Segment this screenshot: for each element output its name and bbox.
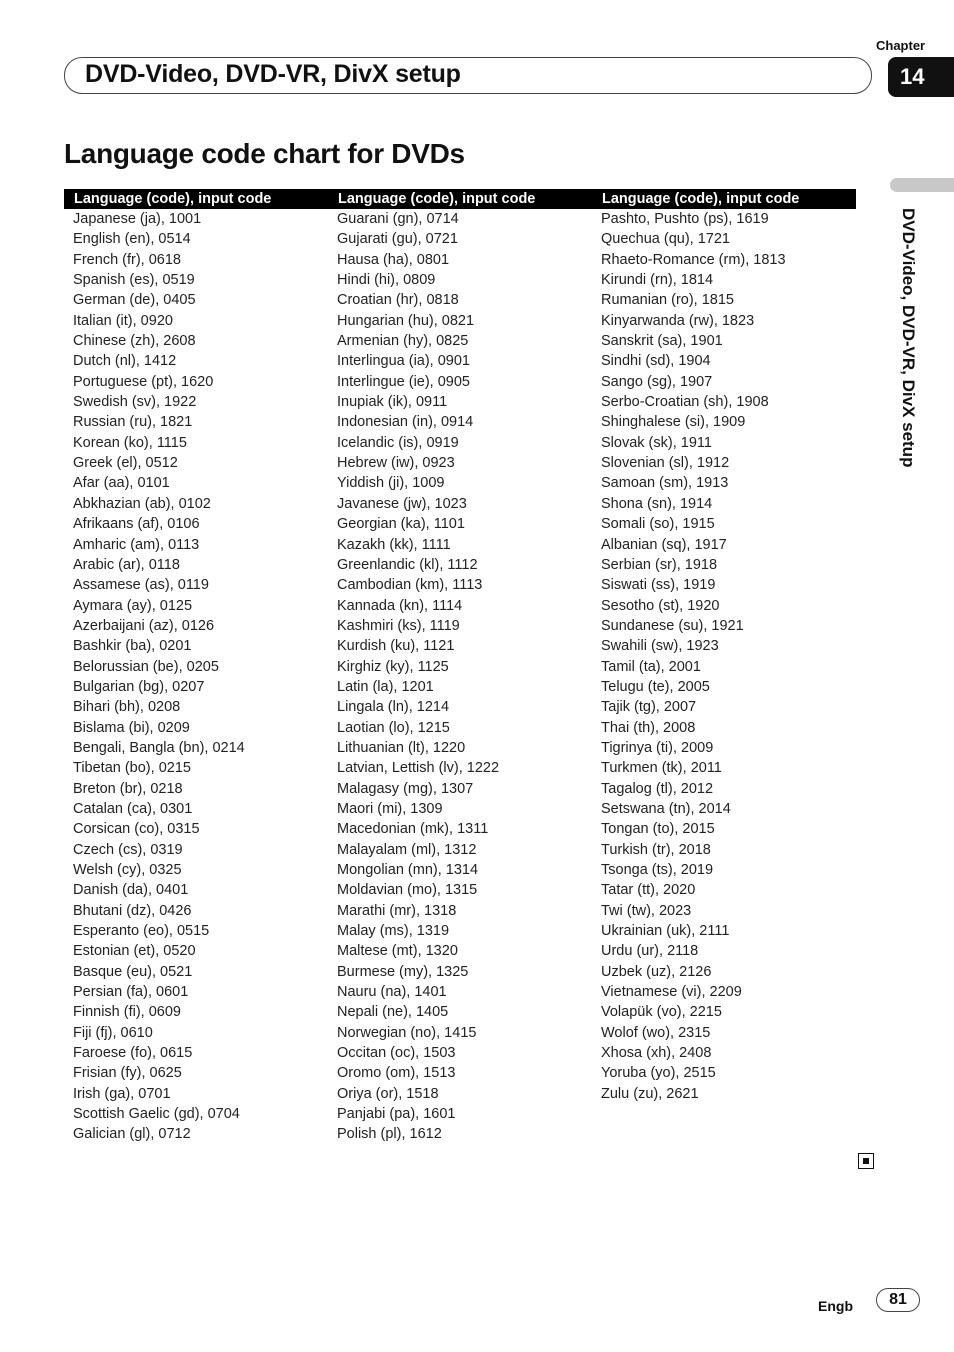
table-row: Basque (eu), 0521 [73,963,193,980]
table-row: Corsican (co), 0315 [73,821,200,838]
table-row: Twi (tw), 2023 [601,902,692,919]
table-row: Uzbek (uz), 2126 [601,963,712,980]
table-row: Urdu (ur), 2118 [601,943,699,960]
table-row: Kannada (kn), 1114 [337,597,463,614]
table-row: Polish (pl), 1612 [337,1126,442,1143]
table-row: Bashkir (ba), 0201 [73,638,192,655]
table-row: Shinghalese (si), 1909 [601,414,746,431]
table-row: Inupiak (ik), 0911 [337,394,448,411]
table-row: Yiddish (ji), 1009 [337,475,445,492]
side-tab-marker [890,178,954,192]
table-row: Malay (ms), 1319 [337,923,450,940]
table-row: Gujarati (gu), 0721 [337,231,458,248]
table-row: Bhutani (dz), 0426 [73,902,192,919]
table-row: Turkmen (tk), 2011 [601,760,722,777]
table-row: Abkhazian (ab), 0102 [73,495,211,512]
table-row: Guarani (gn), 0714 [337,211,459,227]
column-header: Language (code), input code [328,189,592,209]
page-number: 81 [876,1288,920,1312]
column-header: Language (code), input code [64,189,328,209]
table-row: Dutch (nl), 1412 [73,353,177,370]
table-row: Tongan (to), 2015 [601,821,715,838]
table-row: Marathi (mr), 1318 [337,902,457,919]
table-row: Korean (ko), 1115 [73,434,187,451]
table-row: Telugu (te), 2005 [601,678,710,695]
table-row: Faroese (fo), 0615 [73,1045,193,1062]
table-row: Sanskrit (sa), 1901 [601,333,723,350]
table-row: Maltese (mt), 1320 [337,943,458,960]
table-column-3 [592,189,856,1145]
table-row: Czech (cs), 0319 [73,841,183,858]
table-row: Burmese (my), 1325 [337,963,469,980]
table-row: French (fr), 0618 [73,251,181,268]
table-row: Sindhi (sd), 1904 [601,353,711,370]
table-row: Malagasy (mg), 1307 [337,780,474,797]
table-row: Lithuanian (lt), 1220 [337,739,466,756]
table-row: Kashmiri (ks), 1119 [337,617,460,634]
page-title: Language code chart for DVDs [64,138,465,169]
table-row: Assamese (as), 0119 [73,577,209,594]
table-row: Kazakh (kk), 1111 [337,536,451,553]
table-row: Pashto, Pushto (ps), 1619 [601,211,769,227]
table-row: Ukrainian (uk), 2111 [601,923,730,940]
chapter-label: Chapter [876,38,926,53]
table-row: Nepali (ne), 1405 [337,1004,449,1021]
table-row: Belorussian (be), 0205 [73,658,219,675]
table-row: Kinyarwanda (rw), 1823 [601,312,755,329]
table-row: Albanian (sq), 1917 [601,536,727,553]
table-row: Moldavian (mo), 1315 [337,882,478,899]
table-row: Samoan (sm), 1913 [601,475,729,492]
section-header [64,57,872,94]
table-column-1 [64,189,328,1145]
table-row: Maori (mi), 1309 [337,800,443,817]
language-label: Engb [818,1298,853,1314]
table-row: Frisian (fy), 0625 [73,1065,182,1082]
table-row: Volapük (vo), 2215 [601,1004,722,1021]
table-row: Macedonian (mk), 1311 [337,821,489,838]
table-row: Greek (el), 0512 [73,455,178,472]
table-row: Cambodian (km), 1113 [337,577,483,594]
table-row: Russian (ru), 1821 [73,414,193,431]
table-row: Xhosa (xh), 2408 [601,1045,712,1062]
table-row: Wolof (wo), 2315 [601,1024,711,1041]
table-row: Serbian (sr), 1918 [601,556,718,573]
table-row: Siswati (ss), 1919 [601,577,716,594]
table-row: Hebrew (iw), 0923 [337,455,455,472]
table-row: Tibetan (bo), 0215 [73,760,191,777]
table-row: Tatar (tt), 2020 [601,882,696,899]
table-row: Hungarian (hu), 0821 [337,312,475,329]
table-row: Interlingue (ie), 0905 [337,373,470,390]
table-row: Danish (da), 0401 [73,882,189,899]
table-row: Norwegian (no), 1415 [337,1024,477,1041]
table-row: Kurdish (ku), 1121 [337,638,455,655]
table-row: Hindi (hi), 0809 [337,272,436,289]
table-row: Occitan (oc), 1503 [337,1045,456,1062]
chapter-number: 14 [888,57,954,97]
table-row: Slovak (sk), 1911 [601,434,712,451]
table-row: Yoruba (yo), 2515 [601,1065,716,1082]
table-row: Sundanese (su), 1921 [601,617,744,634]
table-row: Tajik (tg), 2007 [601,699,697,716]
table-row: Laotian (lo), 1215 [337,719,450,736]
side-tab-label: DVD-Video, DVD-VR, DivX setup [899,208,918,468]
column-header: Language (code), input code [592,189,856,209]
table-row: Spanish (es), 0519 [73,272,195,289]
table-row: Indonesian (in), 0914 [337,414,474,431]
table-row: Vietnamese (vi), 2209 [601,984,742,1001]
table-row: Thai (th), 2008 [601,719,696,736]
table-row: Kirundi (rn), 1814 [601,272,714,289]
table-row: Finnish (fi), 0609 [73,1004,181,1021]
table-column-2 [328,189,592,1145]
table-row: Estonian (et), 0520 [73,943,196,960]
table-row: Kirghiz (ky), 1125 [337,658,449,675]
table-row: Latin (la), 1201 [337,678,434,695]
table-row: Javanese (jw), 1023 [337,495,467,512]
table-row: Hausa (ha), 0801 [337,251,450,268]
table-row: Malayalam (ml), 1312 [337,841,477,858]
header-title: DVD-Video, DVD-VR, DivX setup [85,60,461,88]
table-row: Lingala (ln), 1214 [337,699,450,716]
table-row: Slovenian (sl), 1912 [601,455,730,472]
table-row: Sango (sg), 1907 [601,373,713,390]
table-row: Zulu (zu), 2621 [601,1085,699,1102]
table-row: Catalan (ca), 0301 [73,800,193,817]
table-row: Oromo (om), 1513 [337,1065,456,1082]
table-row: Bihari (bh), 0208 [73,699,181,716]
table-row: Azerbaijani (az), 0126 [73,617,215,634]
table-row: Icelandic (is), 0919 [337,434,459,451]
table-row: Oriya (or), 1518 [337,1085,439,1102]
table-row: Mongolian (mn), 1314 [337,862,479,878]
table-row: Afar (aa), 0101 [73,475,170,492]
table-row: German (de), 0405 [73,292,196,309]
table-row: Interlingua (ia), 0901 [337,353,470,370]
table-row: Esperanto (eo), 0515 [73,923,210,940]
table-row: Rhaeto-Romance (rm), 1813 [601,251,786,268]
table-row: Arabic (ar), 0118 [73,556,180,573]
table-row: Amharic (am), 0113 [73,536,200,553]
table-row: Italian (it), 0920 [73,312,173,329]
table-row: Bislama (bi), 0209 [73,719,190,736]
table-row: Quechua (qu), 1721 [601,231,730,248]
table-row: Fiji (fj), 0610 [73,1024,153,1041]
table-row: Persian (fa), 0601 [73,984,189,1001]
table-row: Swedish (sv), 1922 [73,394,197,411]
table-row: Armenian (hy), 0825 [337,333,469,350]
table-row: Tigrinya (ti), 2009 [601,739,714,756]
table-row: Nauru (na), 1401 [337,984,447,1001]
table-row: Greenlandic (kl), 1112 [337,556,478,573]
table-row: Bengali, Bangla (bn), 0214 [73,739,245,756]
table-row: Rumanian (ro), 1815 [601,292,734,309]
table-row: Croatian (hr), 0818 [337,292,459,309]
table-row: Welsh (cy), 0325 [73,862,182,878]
table-row: Latvian, Lettish (lv), 1222 [337,760,500,777]
table-row: Tagalog (tl), 2012 [601,780,714,797]
table-row: English (en), 0514 [73,231,191,248]
language-code-table [64,189,856,1145]
table-row: Japanese (ja), 1001 [73,211,202,227]
table-row: Breton (br), 0218 [73,780,183,797]
table-row: Galician (gl), 0712 [73,1126,191,1143]
table-row: Swahili (sw), 1923 [601,638,719,655]
table-row: Afrikaans (af), 0106 [73,516,200,533]
table-row: Setswana (tn), 2014 [601,800,731,817]
end-of-section-icon [858,1153,874,1169]
table-row: Sesotho (st), 1920 [601,597,720,614]
table-row: Tamil (ta), 2001 [601,658,701,675]
table-row: Scottish Gaelic (gd), 0704 [73,1106,240,1123]
table-row: Shona (sn), 1914 [601,495,713,512]
table-row: Portuguese (pt), 1620 [73,373,214,390]
table-row: Serbo-Croatian (sh), 1908 [601,394,769,411]
table-row: Irish (ga), 0701 [73,1085,171,1102]
table-row: Tsonga (ts), 2019 [601,862,714,878]
table-row: Panjabi (pa), 1601 [337,1106,456,1123]
table-row: Turkish (tr), 2018 [601,841,711,858]
table-row: Somali (so), 1915 [601,516,715,533]
table-row: Aymara (ay), 0125 [73,597,193,614]
table-row: Georgian (ka), 1101 [337,516,465,533]
table-row: Bulgarian (bg), 0207 [73,678,205,695]
table-row: Chinese (zh), 2608 [73,333,196,350]
